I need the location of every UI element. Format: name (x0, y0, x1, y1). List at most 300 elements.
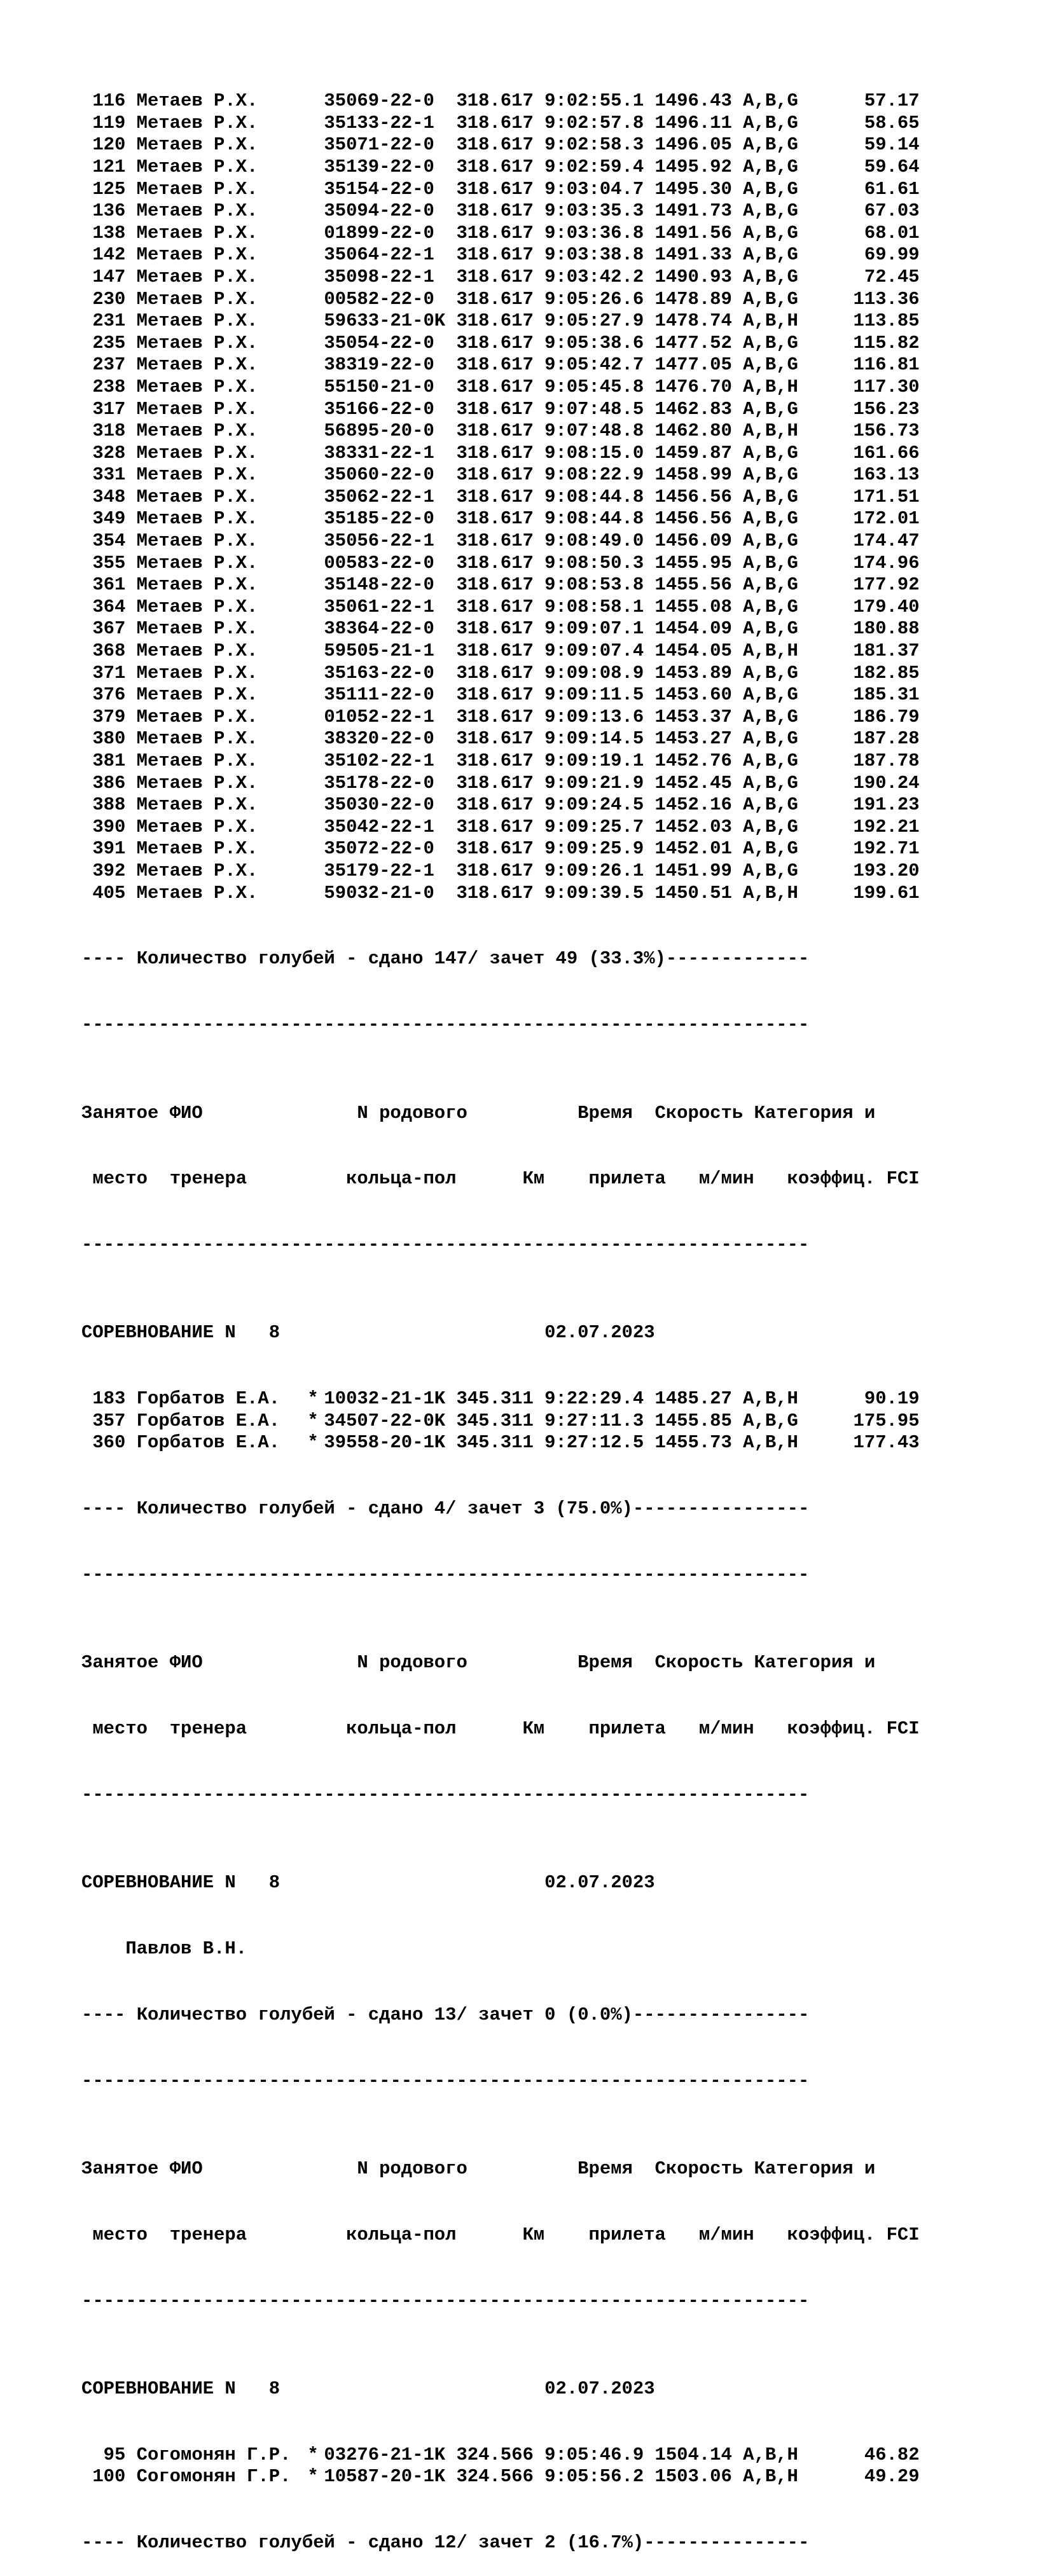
cell-km: 318.617 (456, 728, 534, 750)
table-row (81, 420, 920, 443)
cell-time: 9:05:27.9 (544, 310, 644, 332)
cell-place: 119 (92, 112, 126, 134)
cell-ring: 00582-22-0 (324, 288, 434, 310)
cell-ring: 35133-22-1 (324, 112, 434, 134)
header-ring-sub: кольца-пол (346, 1718, 457, 1740)
cell-cat: A,B,H (743, 310, 798, 332)
cell-name: Метаев Р.Х. (136, 640, 258, 662)
header-place: Занятое (81, 2158, 159, 2179)
cell-ring: 35071-22-0 (324, 134, 434, 156)
table-row (81, 376, 920, 399)
cell-speed: 1478.74 (654, 310, 732, 332)
cell-speed: 1495.30 (654, 178, 732, 200)
cell-name: Метаев Р.Х. (136, 684, 258, 706)
cell-cat: A,B,G (743, 530, 798, 552)
table-row (81, 200, 920, 223)
cell-km: 318.617 (456, 310, 534, 332)
cell-cat: A,B,G (743, 772, 798, 794)
cell-time: 9:07:48.8 (544, 420, 644, 442)
cell-speed: 1451.99 (654, 860, 732, 881)
cell-coef: 59.64 (864, 156, 920, 177)
cell-place: 318 (92, 420, 126, 442)
cell-place: 138 (92, 222, 126, 244)
cell-time: 9:08:50.3 (544, 552, 644, 574)
cell-name: Метаев Р.Х. (136, 354, 258, 376)
header-time-sub: прилета (588, 1718, 666, 1740)
header-fio-sub: тренера (169, 1718, 247, 1740)
cell-km: 318.617 (456, 860, 534, 881)
header-km: Км (522, 1718, 545, 1740)
cell-ring: 35148-22-0 (324, 574, 434, 596)
cell-place: 237 (92, 354, 126, 376)
table-header-row-1 (81, 1652, 920, 1674)
cell-km: 318.617 (456, 398, 534, 420)
cell-ring: 10587-20-1K (324, 2466, 446, 2488)
header-fio: ФИО (169, 2158, 203, 2179)
cell-time: 9:05:56.2 (544, 2466, 644, 2488)
cell-cat: A,B,G (743, 728, 798, 750)
cell-km: 318.617 (456, 640, 534, 662)
cell-cat: A,B,G (743, 112, 798, 134)
competition-date: 02.07.2023 (544, 1872, 655, 1894)
table-row (81, 333, 920, 355)
summary-text: Количество голубей - сдано 147/ зачет 49 (33.3%) (136, 948, 666, 970)
dash-fill: ------------- (665, 948, 810, 970)
table-row (81, 728, 920, 750)
cell-ring: 00583-22-0 (324, 552, 434, 574)
cell-place: 371 (92, 662, 126, 684)
cell-name: Метаев Р.Х. (136, 838, 258, 860)
cell-ring: 35054-22-0 (324, 332, 434, 354)
cell-km: 318.617 (456, 464, 534, 486)
cell-km: 318.617 (456, 662, 534, 684)
cell-name: Горбатов Е.А. (136, 1410, 280, 1431)
cell-km: 318.617 (456, 684, 534, 706)
cell-km: 318.617 (456, 156, 534, 177)
cell-name: Метаев Р.Х. (136, 706, 258, 727)
cell-coef: 187.78 (853, 750, 920, 771)
header-place: Занятое (81, 1652, 159, 1674)
cell-km: 345.311 (456, 1388, 534, 1410)
cell-coef: 90.19 (864, 1388, 920, 1410)
cell-cat: A,B,H (743, 2466, 798, 2488)
cell-time: 9:09:13.6 (544, 706, 644, 727)
cell-coef: 179.40 (853, 596, 920, 617)
table-row (81, 508, 920, 530)
cell-coef: 199.61 (853, 882, 920, 904)
table-row (81, 706, 920, 729)
cell-time: 9:03:36.8 (544, 222, 644, 244)
competition-label: СОРЕВНОВАНИЕ N (81, 1872, 236, 1894)
cell-time: 9:08:22.9 (544, 464, 644, 486)
cell-coef: 187.28 (853, 728, 920, 750)
cell-coef: 68.01 (864, 222, 920, 244)
summary-prefix: ---- (81, 2004, 126, 2025)
cell-speed: 1476.70 (654, 376, 732, 397)
cell-name: Метаев Р.Х. (136, 618, 258, 640)
cell-ring: 55150-21-0 (324, 376, 434, 397)
cell-coef: 58.65 (864, 112, 920, 134)
cell-coef: 113.85 (853, 310, 920, 332)
table-row (81, 1410, 920, 1433)
cell-cat: A,B,G (743, 706, 798, 727)
table-row (81, 883, 920, 905)
cell-speed: 1454.05 (654, 640, 732, 662)
competition-date: 02.07.2023 (544, 1322, 655, 1344)
cell-cat: A,B,G (743, 574, 798, 596)
cell-place: 328 (92, 442, 126, 464)
cell-time: 9:03:04.7 (544, 178, 644, 200)
cell-coef: 69.99 (864, 244, 920, 266)
table-row (81, 640, 920, 663)
cell-speed: 1478.89 (654, 288, 732, 310)
cell-cat: A,B,G (743, 244, 798, 266)
table-header-row-2 (81, 2224, 920, 2247)
cell-speed: 1485.27 (654, 1388, 732, 1410)
table-row (81, 574, 920, 596)
cell-coef: 190.24 (853, 772, 920, 794)
cell-ring: 38364-22-0 (324, 618, 434, 640)
table-row (81, 530, 920, 553)
cell-coef: 156.23 (853, 398, 920, 420)
cell-time: 9:09:21.9 (544, 772, 644, 794)
table-header-row-1 (81, 2158, 920, 2180)
table-row (81, 838, 920, 860)
table-row (81, 1388, 920, 1410)
cell-name: Метаев Р.Х. (136, 134, 258, 156)
cell-coef: 185.31 (853, 684, 920, 706)
cell-place: 120 (92, 134, 126, 156)
cell-time: 9:08:49.0 (544, 530, 644, 552)
cell-ring: 35061-22-1 (324, 596, 434, 617)
dash-fill: ---------------- (632, 2004, 810, 2025)
cell-ring: 35098-22-1 (324, 266, 434, 287)
competition-number: 8 (268, 1872, 280, 1894)
cell-place: 317 (92, 398, 126, 420)
cell-time: 9:08:44.8 (544, 486, 644, 507)
cell-speed: 1453.89 (654, 662, 732, 684)
cell-time: 9:27:12.5 (544, 1432, 644, 1454)
cell-ring: 35094-22-0 (324, 200, 434, 222)
cell-coef: 115.82 (853, 332, 920, 354)
cell-coef: 192.71 (853, 838, 920, 860)
cell-name: Метаев Р.Х. (136, 222, 258, 244)
cell-name: Метаев Р.Х. (136, 728, 258, 750)
separator-line: ------------------------------------------------------------------ (81, 1784, 810, 1805)
cell-star: * (307, 2466, 319, 2488)
cell-coef: 156.73 (853, 420, 920, 442)
cell-cat: A,B,G (743, 442, 798, 464)
table-row (81, 2466, 920, 2488)
cell-speed: 1453.37 (654, 706, 732, 727)
competition-line (81, 2378, 920, 2400)
header-place: Занятое (81, 1102, 159, 1124)
cell-place: 183 (92, 1388, 126, 1410)
header-time-sub: прилета (588, 1168, 666, 1190)
header-fio: ФИО (169, 1102, 203, 1124)
trainer-name: Павлов В.Н. (125, 1938, 247, 1960)
cell-coef: 192.21 (853, 816, 920, 837)
header-speed: Скорость (654, 1102, 744, 1124)
cell-cat: A,B,G (743, 816, 798, 837)
cell-cat: A,B,H (743, 2444, 798, 2465)
competition-number: 8 (268, 1322, 280, 1344)
cell-ring: 35042-22-1 (324, 816, 434, 837)
cell-km: 345.311 (456, 1432, 534, 1454)
header-km: Км (522, 2224, 545, 2245)
cell-time: 9:05:46.9 (544, 2444, 644, 2465)
cell-ring: 38320-22-0 (324, 728, 434, 750)
cell-km: 318.617 (456, 222, 534, 244)
cell-speed: 1452.76 (654, 750, 732, 771)
cell-km: 318.617 (456, 134, 534, 156)
cell-ring: 35185-22-0 (324, 508, 434, 530)
cell-speed: 1491.73 (654, 200, 732, 222)
cell-time: 9:09:25.9 (544, 838, 644, 860)
cell-speed: 1490.93 (654, 266, 732, 287)
cell-speed: 1456.09 (654, 530, 732, 552)
cell-speed: 1450.51 (654, 882, 732, 904)
cell-cat: A,B,G (743, 398, 798, 420)
cell-time: 9:09:08.9 (544, 662, 644, 684)
cell-speed: 1455.56 (654, 574, 732, 596)
cell-km: 318.617 (456, 332, 534, 354)
cell-place: 379 (92, 706, 126, 727)
cell-ring: 35069-22-0 (324, 90, 434, 112)
header-time: Время (578, 2158, 633, 2179)
cell-time: 9:02:59.4 (544, 156, 644, 177)
header-fio: ФИО (169, 1652, 203, 1674)
cell-name: Метаев Р.Х. (136, 376, 258, 397)
cell-name: Метаев Р.Х. (136, 332, 258, 354)
cell-coef: 163.13 (853, 464, 920, 486)
table-row (81, 134, 920, 156)
cell-km: 318.617 (456, 200, 534, 222)
cell-name: Метаев Р.Х. (136, 882, 258, 904)
cell-time: 9:09:14.5 (544, 728, 644, 750)
cell-time: 9:08:58.1 (544, 596, 644, 617)
table-row (81, 2444, 920, 2467)
cell-name: Метаев Р.Х. (136, 662, 258, 684)
cell-name: Метаев Р.Х. (136, 464, 258, 486)
cell-speed: 1491.56 (654, 222, 732, 244)
cell-speed: 1462.83 (654, 398, 732, 420)
cell-km: 318.617 (456, 772, 534, 794)
cell-km: 318.617 (456, 530, 534, 552)
cell-speed: 1496.11 (654, 112, 732, 134)
cell-ring: 39558-20-1K (324, 1432, 446, 1454)
cell-ring: 34507-22-0K (324, 1410, 446, 1431)
cell-km: 318.617 (456, 794, 534, 816)
cell-cat: A,B,H (743, 640, 798, 662)
cell-speed: 1456.56 (654, 486, 732, 507)
cell-speed: 1495.92 (654, 156, 732, 177)
cell-ring: 10032-21-1K (324, 1388, 446, 1410)
cell-coef: 67.03 (864, 200, 920, 222)
header-ring: N родового (357, 1652, 467, 1674)
cell-coef: 175.95 (853, 1410, 920, 1431)
table-row (81, 794, 920, 816)
cell-km: 318.617 (456, 266, 534, 287)
cell-ring: 38331-22-1 (324, 442, 434, 464)
cell-km: 324.566 (456, 2466, 534, 2488)
table-row (81, 399, 920, 421)
competition-line (81, 1322, 920, 1344)
separator-line: ------------------------------------------------------------------ (81, 1234, 810, 1256)
cell-cat: A,B,G (743, 1410, 798, 1431)
header-ring: N родового (357, 1102, 467, 1124)
table-row (81, 860, 920, 883)
header-km: Км (522, 1168, 545, 1190)
cell-ring: 35062-22-1 (324, 486, 434, 507)
cell-km: 318.617 (456, 706, 534, 727)
header-category-sub: коэффиц. FCI (787, 2224, 920, 2245)
cell-coef: 117.30 (853, 376, 920, 397)
summary-text: Количество голубей - сдано 13/ зачет 0 (0.0%) (136, 2004, 633, 2025)
table-row (81, 90, 920, 113)
cell-ring: 35166-22-0 (324, 398, 434, 420)
cell-time: 9:09:11.5 (544, 684, 644, 706)
header-speed-sub: м/мин (698, 1168, 754, 1190)
cell-speed: 1458.99 (654, 464, 732, 486)
cell-speed: 1455.95 (654, 552, 732, 574)
cell-name: Метаев Р.Х. (136, 530, 258, 552)
cell-coef: 182.85 (853, 662, 920, 684)
cell-cat: A,B,G (743, 90, 798, 112)
cell-place: 364 (92, 596, 126, 617)
cell-km: 318.617 (456, 442, 534, 464)
header-category-sub: коэффиц. FCI (787, 1718, 920, 1740)
cell-place: 388 (92, 794, 126, 816)
cell-cat: A,B,H (743, 1432, 798, 1454)
table-row (81, 618, 920, 640)
table-row (81, 113, 920, 135)
summary-line (81, 2004, 920, 2027)
cell-place: 360 (92, 1432, 126, 1454)
cell-place: 238 (92, 376, 126, 397)
cell-cat: A,B,G (743, 354, 798, 376)
cell-place: 235 (92, 332, 126, 354)
table-row (81, 179, 920, 201)
cell-km: 318.617 (456, 596, 534, 617)
table-row (81, 773, 920, 795)
cell-cat: A,B,G (743, 200, 798, 222)
competition-number: 8 (268, 2378, 280, 2399)
cell-place: 355 (92, 552, 126, 574)
cell-speed: 1454.09 (654, 618, 732, 640)
cell-name: Метаев Р.Х. (136, 596, 258, 617)
results-document (81, 46, 920, 2576)
cell-place: 147 (92, 266, 126, 287)
cell-coef: 174.47 (853, 530, 920, 552)
table-row (81, 156, 920, 179)
cell-ring: 35139-22-0 (324, 156, 434, 177)
results-block-gorbatov (81, 1388, 920, 1454)
summary-prefix: ---- (81, 2532, 126, 2554)
header-time: Время (578, 1102, 633, 1124)
cell-place: 95 (103, 2444, 126, 2465)
competition-label: СОРЕВНОВАНИЕ N (81, 1322, 236, 1344)
cell-name: Метаев Р.Х. (136, 486, 258, 507)
header-time: Время (578, 1652, 633, 1674)
cell-time: 9:05:42.7 (544, 354, 644, 376)
cell-time: 9:03:42.2 (544, 266, 644, 287)
cell-name: Согомонян Г.Р. (136, 2466, 291, 2488)
cell-cat: A,B,H (743, 1388, 798, 1410)
cell-place: 121 (92, 156, 126, 177)
cell-cat: A,B,G (743, 838, 798, 860)
cell-speed: 1455.08 (654, 596, 732, 617)
cell-name: Метаев Р.Х. (136, 420, 258, 442)
cell-time: 9:09:19.1 (544, 750, 644, 771)
cell-star: * (307, 2444, 319, 2465)
header-category: Категория и (754, 1102, 876, 1124)
header-fio-sub: тренера (169, 2224, 247, 2245)
cell-coef: 174.96 (853, 552, 920, 574)
header-ring: N родового (357, 2158, 467, 2179)
table-row (81, 223, 920, 245)
cell-name: Метаев Р.Х. (136, 552, 258, 574)
cell-time: 9:27:11.3 (544, 1410, 644, 1431)
cell-star: * (307, 1388, 319, 1410)
cell-cat: A,B,G (743, 508, 798, 530)
cell-name: Метаев Р.Х. (136, 508, 258, 530)
cell-time: 9:08:53.8 (544, 574, 644, 596)
cell-speed: 1452.01 (654, 838, 732, 860)
cell-cat: A,B,G (743, 332, 798, 354)
cell-km: 324.566 (456, 2444, 534, 2465)
cell-time: 9:09:24.5 (544, 794, 644, 816)
cell-cat: A,B,G (743, 464, 798, 486)
header-category: Категория и (754, 2158, 876, 2179)
cell-ring: 35030-22-0 (324, 794, 434, 816)
cell-place: 361 (92, 574, 126, 596)
cell-time: 9:09:39.5 (544, 882, 644, 904)
cell-time: 9:08:44.8 (544, 508, 644, 530)
cell-name: Горбатов Е.А. (136, 1432, 280, 1454)
table-row (81, 289, 920, 311)
cell-name: Метаев Р.Х. (136, 244, 258, 266)
header-category-sub: коэффиц. FCI (787, 1168, 920, 1190)
cell-speed: 1504.14 (654, 2444, 732, 2465)
table-header-row-2 (81, 1168, 920, 1190)
cell-coef: 193.20 (853, 860, 920, 881)
cell-coef: 171.51 (853, 486, 920, 507)
table-row (81, 816, 920, 839)
cell-cat: A,B,G (743, 178, 798, 200)
cell-name: Метаев Р.Х. (136, 772, 258, 794)
cell-ring: 56895-20-0 (324, 420, 434, 442)
table-header-row-1 (81, 1103, 920, 1125)
summary-line (81, 948, 920, 970)
summary-line (81, 2532, 920, 2554)
header-speed-sub: м/мин (698, 2224, 754, 2245)
header-speed: Скорость (654, 2158, 744, 2179)
cell-ring: 35154-22-0 (324, 178, 434, 200)
cell-place: 386 (92, 772, 126, 794)
cell-place: 354 (92, 530, 126, 552)
cell-place: 349 (92, 508, 126, 530)
cell-coef: 186.79 (853, 706, 920, 727)
cell-name: Метаев Р.Х. (136, 90, 258, 112)
cell-cat: A,B,G (743, 134, 798, 156)
cell-speed: 1462.80 (654, 420, 732, 442)
cell-place: 125 (92, 178, 126, 200)
table-row (81, 354, 920, 376)
cell-cat: A,B,G (743, 266, 798, 287)
cell-time: 9:09:07.1 (544, 618, 644, 640)
cell-km: 318.617 (456, 178, 534, 200)
